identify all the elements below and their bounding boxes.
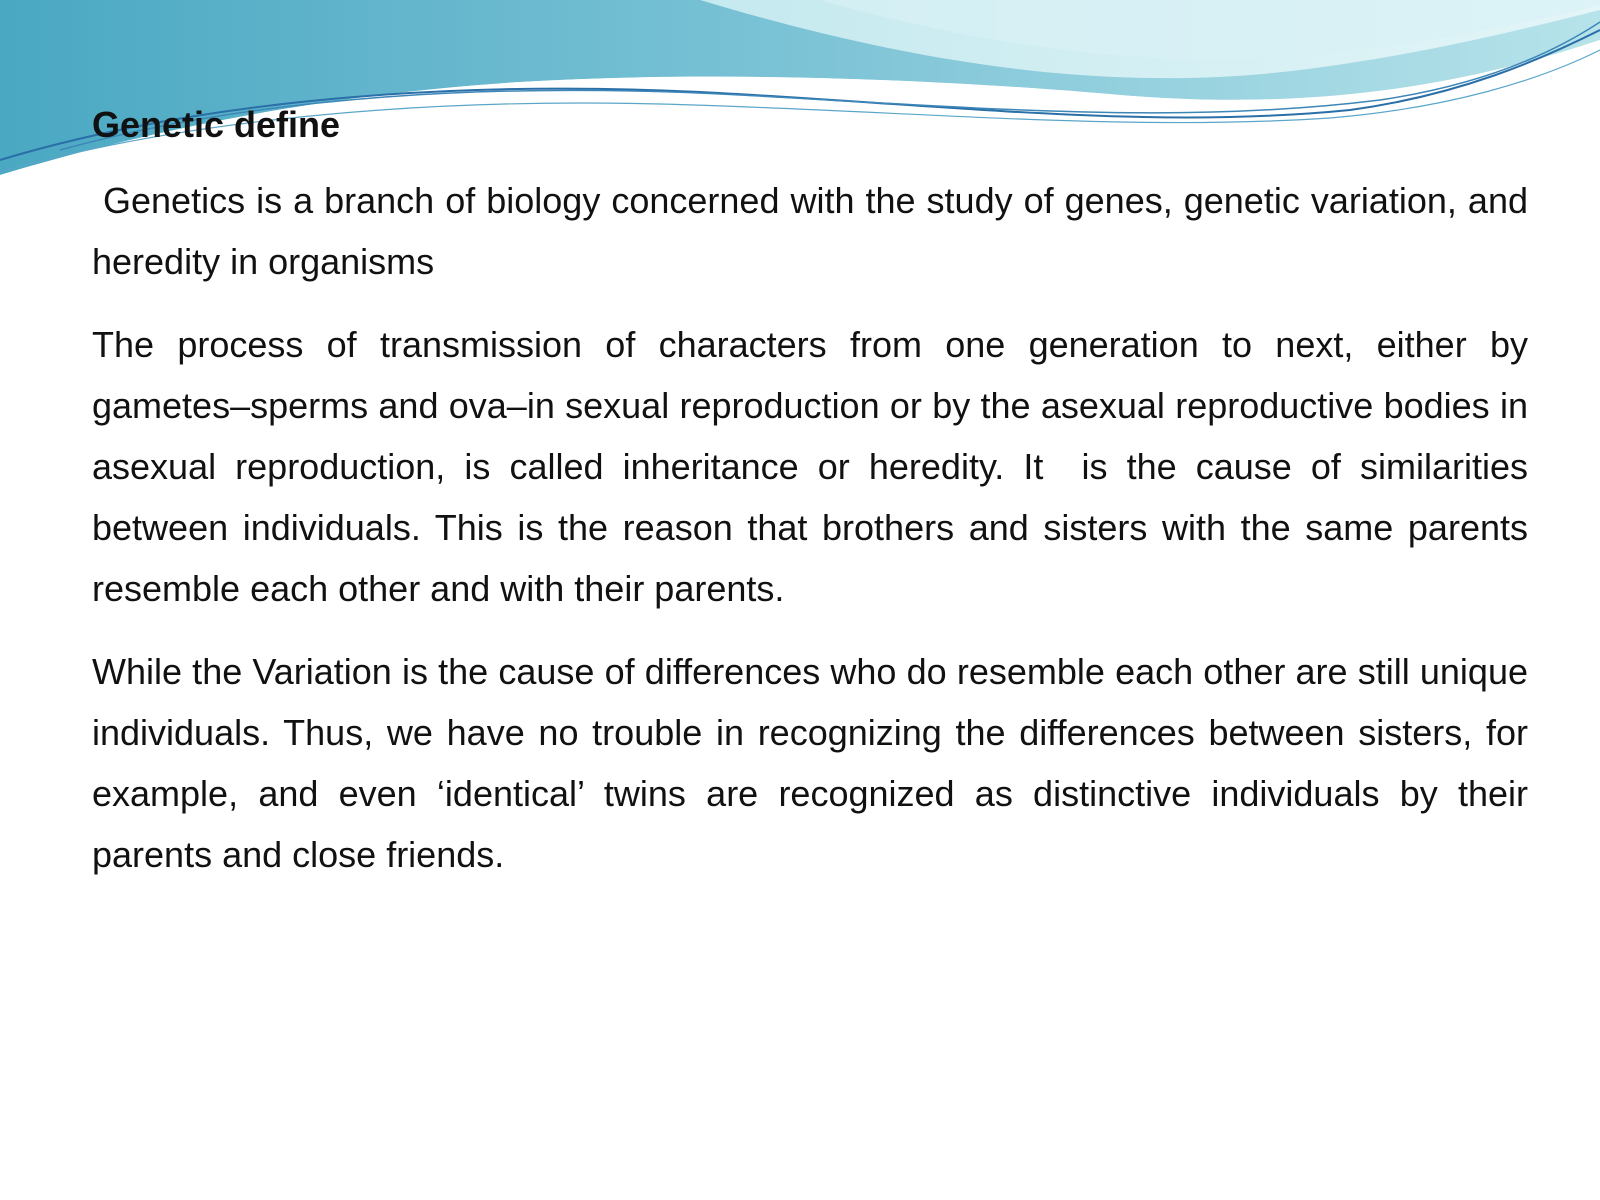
paragraph-genetics-definition: Genetics is a branch of biology concerned with the study of genes, genetic variation, and heredity in organisms: [92, 180, 1539, 282]
slide-heading: Genetic define: [92, 104, 341, 145]
slide-content: [92, 96, 1539, 907]
paragraph-heredity: The process of transmission of characters from one generation to next, either by gametes–sperms and ova–in sexual reproduction or by the asexual reproductive bodies in asexual reproduction, is called inheritance or heredity. It is the cause of similarities between individuals. This is the reason that brothers and sisters with the same parents resemble each other and with their parents.: [92, 324, 1539, 609]
paragraph-variation: While the Variation is the cause of differences who do resemble each other are still unique individuals. Thus, we have no trouble in recognizing the differences between sisters, for example, and even ‘identical’ twins are recognized as distinctive individuals by their parents and close friends.: [92, 651, 1539, 875]
